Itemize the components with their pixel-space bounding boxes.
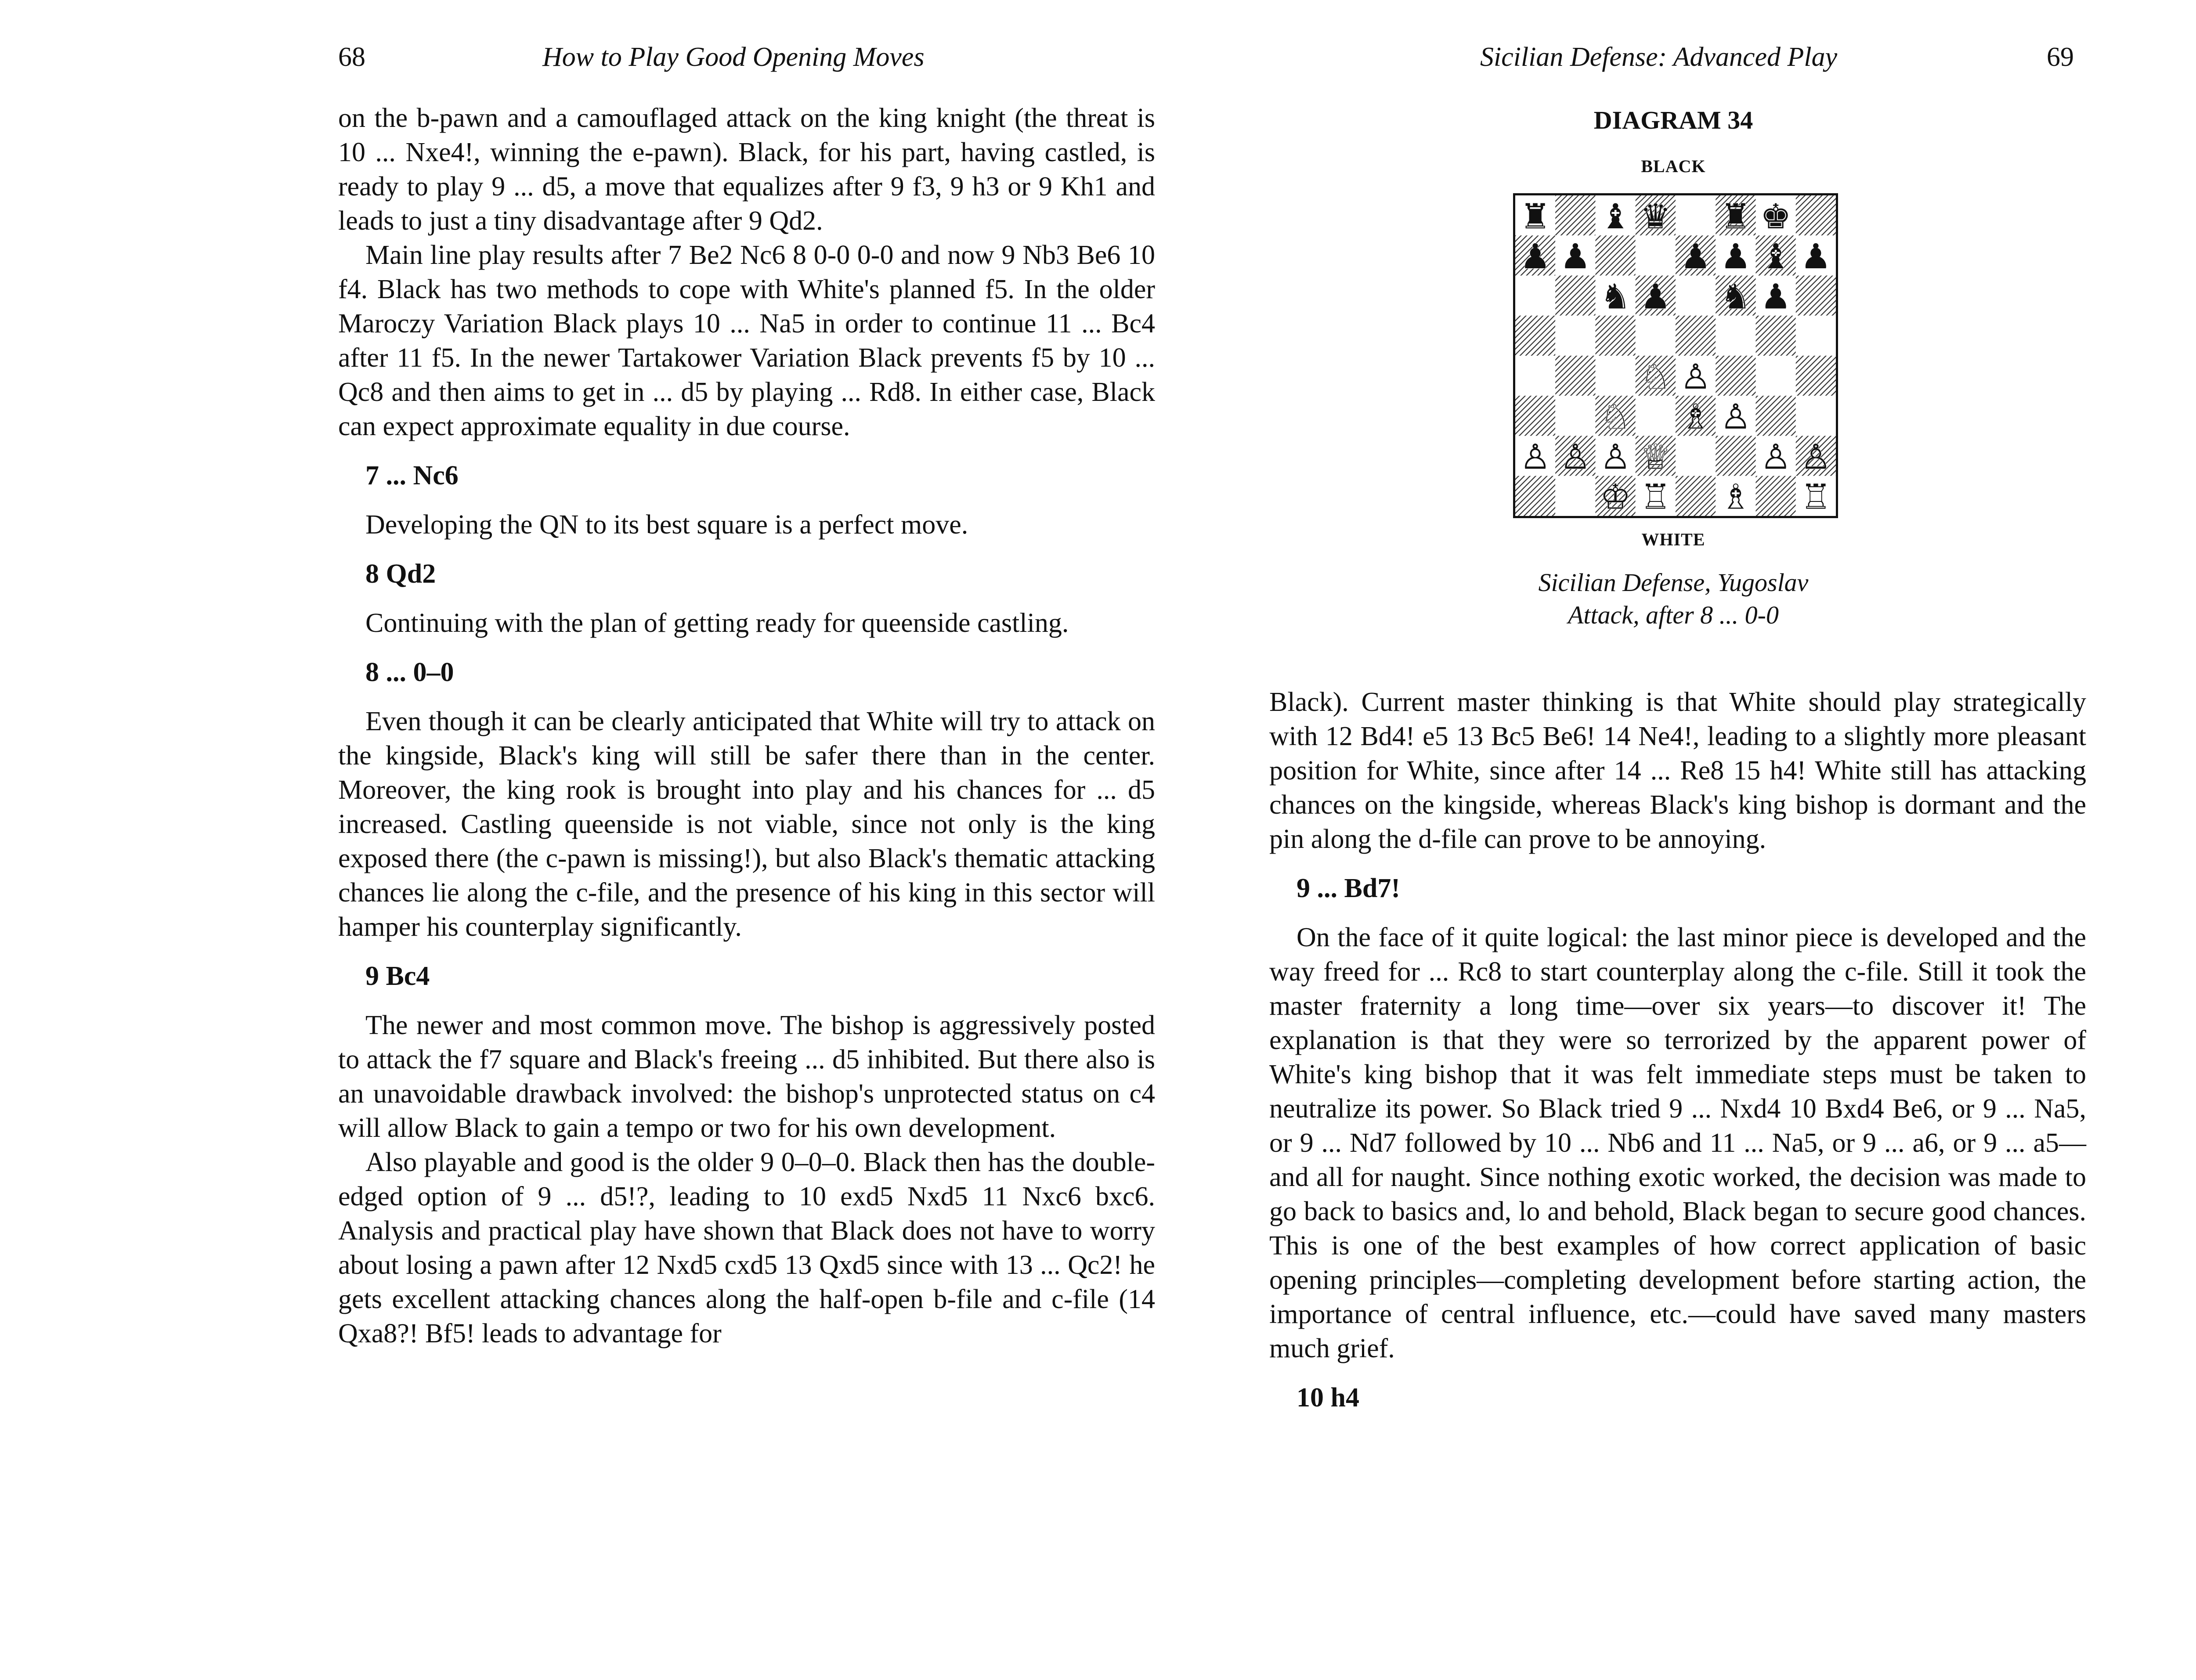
square-c7 [1596, 235, 1636, 275]
diagram-title: DIAGRAM 34 [1593, 106, 1753, 134]
white-knight-d4: ♘ [1640, 356, 1671, 397]
white-bishop-e3: ♗ [1680, 397, 1711, 437]
black-rook-f8: ♜ [1720, 196, 1752, 237]
square-b4 [1555, 356, 1595, 396]
left-running-title: How to Play Good Opening Moves [542, 42, 925, 72]
move-heading-7-nc6: 7 ... Nc6 [365, 461, 459, 490]
black-pawn-b7: ♟ [1560, 236, 1591, 277]
right-text-block-2: On the face of it quite logical: the last minor piece is developed and the way freed for ... Rc8 to start counterplay along the c-file. Still it took the master fraternity a long time—over six years—to discover it! The explanation is that they were so terrorized by the apparent power of White's king bishop that it was felt immediate steps must be taken to neutralize its power. So Black tried 9 ... Nxd4 10 Bxd4 Be6, or 9 ... Na5, or 9 ... Nd7 followed by 10 ... Nb6 and 11 ... Na5, or 9 ... a6, or 9 ... a5—and all for naught. Since nothing exotic worked, the decision was made to go back to basics and, lo and behold, Black began to secure good chances. This is one of the best examples of how correct application of basic opening principles—completing development before starting action, the importance of central influence, etc.—could have saved many masters much grief. [1269, 923, 2086, 1363]
white-rook-d1: ♖ [1640, 476, 1671, 516]
black-pawn-g6: ♟ [1760, 276, 1791, 317]
square-g3 [1756, 396, 1796, 436]
white-queen-d2: ♕ [1640, 436, 1671, 477]
left-column [338, 101, 1155, 1351]
white-pawn-h2: ♙ [1800, 436, 1831, 477]
diagram-caption-line-2: Attack, after 8 ... 0-0 [1568, 601, 1779, 629]
square-a1 [1515, 476, 1555, 516]
black-pawn-h7: ♟ [1800, 236, 1831, 277]
white-bishop-f1: ♗ [1720, 476, 1752, 516]
square-b3 [1555, 396, 1595, 436]
square-c4 [1596, 356, 1636, 396]
left-text-block-0: on the b-pawn and a camouflaged attack on the king knight (the threat is 10 ... Nxe4!, winning the e-pawn). Black, for his part, having castled, is ready to play 9 ... d5, a move that equalizes after 9 f3, 9 h3 or 9 Kh1 and leads to just a tiny disadvantage after 9 Qd2. [338, 103, 1155, 236]
right-page-number: 69 [2047, 42, 2074, 72]
square-e1 [1676, 476, 1716, 516]
right-text-block-0: Black). Current master thinking is that White should play strategically with 12 Bd4! e5 13 Bc5 Be6! 14 Ne4!, leading to a slightly more pleasant position for White, since after 14 ... Re8 15 h4! White still has attacking chances on the kingside, whereas Black's king bishop is dormant and the pin along the d-file can prove to be annoying. [1269, 687, 2086, 854]
left-text-block-1: Main line play results after 7 Be2 Nc6 8 0-0 0-0 and now 9 Nb3 Be6 10 f4. Black has two methods to cope with White's planned f5. In the older Maroczy Variation Black plays 10 ... Na5 in order to continue 11 ... Bc4 after 11 f5. In the newer Tartakower Variation Black prevents f5 by 10 ... Qc8 and then aims to get in ... d5 by playing ... Rd8. In either case, Black can expect approximate equality in due course. [338, 240, 1155, 441]
right-running-title: Sicilian Defense: Advanced Play [1480, 42, 1838, 72]
square-f4 [1716, 356, 1755, 396]
white-pawn-c2: ♙ [1600, 436, 1631, 477]
square-h4 [1796, 356, 1836, 396]
square-h8 [1796, 195, 1836, 235]
move-heading-8-castles: 8 ... 0–0 [365, 657, 454, 687]
black-pawn-d6: ♟ [1640, 276, 1671, 317]
black-queen-d8: ♛ [1640, 196, 1671, 237]
move-heading-10-h4: 10 h4 [1297, 1383, 1359, 1413]
left-text-block-7: Even though it can be clearly anticipated that White will try to attack on the kingside, Black's king will still be safer there than in the center. Moreover, the king rook is brought into play and his chances for ... d5 increased. Castling queenside is not viable, since not only is the king exposed there (the c-pawn is missing!), but also Black's thematic attacking chances lie along the c-file, and the presence of his king in this sector will hamper his counterplay significantly. [338, 707, 1155, 942]
black-rook-a8: ♜ [1520, 196, 1551, 237]
move-heading-9-bc4: 9 Bc4 [365, 961, 430, 991]
white-pawn-b2: ♙ [1560, 436, 1591, 477]
black-knight-f6: ♞ [1720, 276, 1752, 317]
diagram-black-label: BLACK [1641, 156, 1706, 176]
black-knight-c6: ♞ [1600, 276, 1631, 317]
black-bishop-g7: ♝ [1760, 236, 1791, 277]
square-g5 [1756, 316, 1796, 356]
left-page-number: 68 [338, 42, 365, 72]
white-pawn-e4: ♙ [1680, 356, 1711, 397]
right-column [1269, 685, 2086, 1430]
square-e5 [1676, 316, 1716, 356]
white-pawn-a2: ♙ [1520, 436, 1551, 477]
square-b8 [1555, 195, 1595, 235]
chess-diagram [1513, 193, 1838, 518]
square-d5 [1636, 316, 1676, 356]
square-g4 [1756, 356, 1796, 396]
square-e8 [1676, 195, 1716, 235]
square-h6 [1796, 276, 1836, 316]
left-text-block-5: Continuing with the plan of getting ready for queenside castling. [365, 608, 1069, 638]
black-pawn-e7: ♟ [1680, 236, 1711, 277]
left-text-block-3: Developing the QN to its best square is a perfect move. [365, 510, 968, 540]
white-king-c1: ♔ [1600, 476, 1631, 516]
square-f2 [1716, 436, 1755, 476]
white-knight-c3: ♘ [1600, 397, 1631, 437]
diagram-white-label: WHITE [1641, 530, 1705, 549]
black-pawn-f7: ♟ [1720, 236, 1752, 277]
square-b5 [1555, 316, 1595, 356]
square-c5 [1596, 316, 1636, 356]
diagram-caption [1449, 566, 1897, 631]
white-pawn-f3: ♙ [1720, 397, 1752, 437]
square-d3 [1636, 396, 1676, 436]
square-f5 [1716, 316, 1755, 356]
square-g1 [1756, 476, 1796, 516]
diagram-caption-line-1: Sicilian Defense, Yugoslav [1538, 568, 1809, 597]
white-pawn-g2: ♙ [1760, 436, 1791, 477]
square-h5 [1796, 316, 1836, 356]
square-a4 [1515, 356, 1555, 396]
move-heading-8-qd2: 8 Qd2 [365, 559, 436, 589]
white-rook-h1: ♖ [1800, 476, 1831, 516]
black-pawn-a7: ♟ [1520, 236, 1551, 277]
square-h3 [1796, 396, 1836, 436]
square-b1 [1555, 476, 1595, 516]
square-e6 [1676, 276, 1716, 316]
chess-board [1515, 195, 1836, 516]
square-a5 [1515, 316, 1555, 356]
left-text-block-10: Also playable and good is the older 9 0–0–0. Black then has the double-edged option of 9 ... d5!?, leading to 10 exd5 Nxd5 11 Nxc6 bxc6. Analysis and practical play have shown that Black does not have to worry about losing a pawn after 12 Nxd5 cxd5 13 Qxd5 since with 13 ... Qc2! he gets excellent attacking chances along the half-open b-file and c-file (14 Qxa8?! Bf5! leads to advantage for [338, 1147, 1155, 1348]
black-king-g8: ♚ [1760, 196, 1791, 237]
square-a3 [1515, 396, 1555, 436]
square-e2 [1676, 436, 1716, 476]
left-text-block-9: The newer and most common move. The bishop is aggressively posted to attack the f7 square and Black's freeing ... d5 inhibited. But there also is an unavoidable drawback involved: the bishop's unprotected status on c4 will allow Black to gain a tempo or two for his own development. [338, 1010, 1155, 1143]
square-b6 [1555, 276, 1595, 316]
move-heading-9-bd7: 9 ... Bd7! [1297, 873, 1400, 903]
black-bishop-c8: ♝ [1600, 196, 1631, 237]
square-d7 [1636, 235, 1676, 275]
square-a6 [1515, 276, 1555, 316]
